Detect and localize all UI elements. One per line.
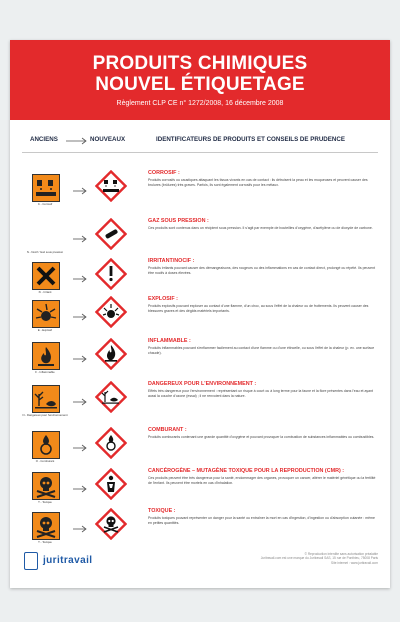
arrow-right-icon <box>72 393 88 401</box>
footer-line-3: Site internet : www.juritravail.com <box>331 560 378 565</box>
ghs-skull-icon <box>95 508 127 540</box>
hazard-row <box>10 427 390 471</box>
hazard-row <box>10 218 390 262</box>
poster <box>10 40 390 588</box>
old-symbol-label: C - Corrosif <box>37 202 53 206</box>
hazard-row <box>10 381 390 425</box>
hazard-row <box>10 296 390 340</box>
irritant-cross-icon <box>32 262 60 290</box>
hazard-description: Produits inflammables pouvant s'enflammer facilement au contact d'une flamme ou d'une étincelle, ou sous l'effet de la chaleur (p. ex. une surface chaude). <box>148 346 375 355</box>
hazard-name: IRRITANT/NOCIF : <box>148 258 195 264</box>
ghs-exploding-bomb-icon <box>95 296 127 328</box>
hazard-name: EXPLOSIF : <box>148 296 178 302</box>
column-old: ANCIENS <box>30 136 58 143</box>
hazard-row <box>10 338 390 382</box>
hazard-name: CANCÉROGÈNE – MUTAGÈNE TOXIQUE POUR LA REPRODUCTION (CMR) : <box>148 468 345 474</box>
old-symbol-label: F - Inflammable <box>35 370 55 374</box>
hazard-name: INFLAMMABLE : <box>148 338 191 344</box>
hazard-description: Produits irritants pouvant causer des démangeaisons, des rougeurs ou des inflammations en cas de contact direct, prolongé ou répété. Ils peuvent être nocifs à doses élevées. <box>148 266 376 275</box>
ghs-exclamation-icon <box>95 258 127 290</box>
logo-mark-icon <box>24 552 38 570</box>
hazard-name: CORROSIF : <box>148 170 180 176</box>
arrow-right-icon <box>72 182 88 190</box>
footer-legal <box>210 552 378 565</box>
arrow-right-icon <box>72 439 88 447</box>
old-symbol-label: E - Explosif <box>37 328 53 332</box>
arrow-right-icon <box>72 520 88 528</box>
hazard-description: Produits corrosifs ou caustiques attaquant les tissus vivants en cas de contact : ils détruisent la peau et les muqueuses et peuvent causer des brulures (brûlures) très graves. Parfois, ils sont également corrosifs pour les métaux. <box>148 178 368 187</box>
ghs-health-hazard-icon <box>95 468 127 500</box>
hazard-info <box>148 468 378 485</box>
explosive-icon <box>32 300 60 328</box>
skull-icon <box>32 472 60 500</box>
old-symbol-label: N - Nocif / Gaz sous pression <box>26 250 64 254</box>
hazard-description: Ces produits sont contenus dans un récipient sous pression. Il s'agit par exemple de bouteilles d'oxygène, d'acétylène ou de dioxyde de carbone. <box>148 226 373 230</box>
hazard-info <box>148 296 378 313</box>
hazard-info <box>148 427 378 440</box>
arrow-right-icon <box>72 480 88 488</box>
ghs-gas-cylinder-icon <box>95 218 127 250</box>
hazard-info <box>148 170 378 187</box>
logo-text: juritravail <box>43 555 93 566</box>
arrow-right-icon <box>72 350 88 358</box>
footer-line-2: Juritravail.com est une marque du Juritravail SAS, 15 rue de Ponthieu, 75008 Paris <box>260 556 378 561</box>
arrow-right-icon <box>72 230 88 238</box>
ghs-corrosion-icon <box>95 170 127 202</box>
hazard-row <box>10 508 390 552</box>
hazard-description: Produits toxiques pouvant représenter un danger pour la santé ou entraîner la mort en cas d'ingestion, d'ingestion ou d'absorption cutanée : même en petites quantités. <box>148 516 375 525</box>
column-new: NOUVEAUX <box>90 136 126 143</box>
old-symbol-label: N - Dangereux pour l'environnement <box>22 413 68 417</box>
hazard-name: TOXIQUE : <box>148 508 176 514</box>
arrow-right-icon <box>72 270 88 278</box>
old-symbol-label: T - Toxique <box>38 540 52 544</box>
hazard-info <box>148 338 378 355</box>
divider <box>22 152 378 153</box>
header-banner <box>10 40 390 120</box>
page-subtitle: Règlement CLP CE n° 1272/2008, 16 décembre 2008 <box>116 100 284 107</box>
old-symbol-placeholder <box>32 222 58 248</box>
skull-icon <box>32 512 60 540</box>
hazard-name: DANGEREUX POUR L'ENVIRONNEMENT : <box>148 381 257 387</box>
hazard-info <box>148 258 378 275</box>
hazard-row <box>10 170 390 214</box>
arrow-right-icon <box>72 308 88 316</box>
footer-line-1: © Reproduction interdite sans autorisation préalable <box>304 552 378 556</box>
hazard-info <box>148 218 378 231</box>
page-title-line2: NOUVEL ÉTIQUETAGE <box>95 74 305 95</box>
old-symbol-label: Xi - Irritant <box>38 290 52 294</box>
hazard-description: Ces produits peuvent être très dangereux pour la santé, endommager des organes, provoquer un cancer, altérer le matériel génétique ou la fertilité de l'enfant. Ils peuvent être mortels en cas d'inhalation. <box>148 476 376 485</box>
column-arrow-icon <box>65 137 89 145</box>
column-info: IDENTIFICATEURS DE PRODUITS ET CONSEILS DE PRUDENCE <box>156 136 345 143</box>
hazard-description: Effets très dangereux pour l'environnement : représentant un risque à court ou à long terme pour la faune et la flore présentes dans l'eau et ayant aussi la couche d'ozone (essai) ; il ne renvoient dans la nature. <box>148 389 374 398</box>
hazard-description: Produits explosifs pouvant exploser au contact d'une flamme, d'un choc, au sous l'effet de la chaleur ou de frottements. Ils peuvent causer des blessures graves et des dégâts matériels importants. <box>148 304 369 313</box>
brand-logo <box>24 552 144 572</box>
environment-icon <box>32 385 60 413</box>
hazard-name: COMBURANT : <box>148 427 187 433</box>
old-symbol-label: T - Toxique <box>38 500 52 504</box>
hazard-name: GAZ SOUS PRESSION : <box>148 218 209 224</box>
ghs-oxidizer-icon <box>95 427 127 459</box>
hazard-info <box>148 508 378 525</box>
oxidizer-icon <box>32 431 60 459</box>
hazard-row <box>10 468 390 512</box>
ghs-flame-icon <box>95 338 127 370</box>
flame-icon <box>32 342 60 370</box>
page-title-line1: PRODUITS CHIMIQUES <box>92 53 308 74</box>
old-symbol-label: O - Comburant <box>35 459 55 463</box>
corrosive-icon <box>32 174 60 202</box>
ghs-environment-icon <box>95 381 127 413</box>
hazard-description: Produits comburants contenant une grande quantité d'oxygène et pouvant provoquer la combustion de substances inflammables ou combustibles. <box>148 435 375 439</box>
hazard-info <box>148 381 378 398</box>
